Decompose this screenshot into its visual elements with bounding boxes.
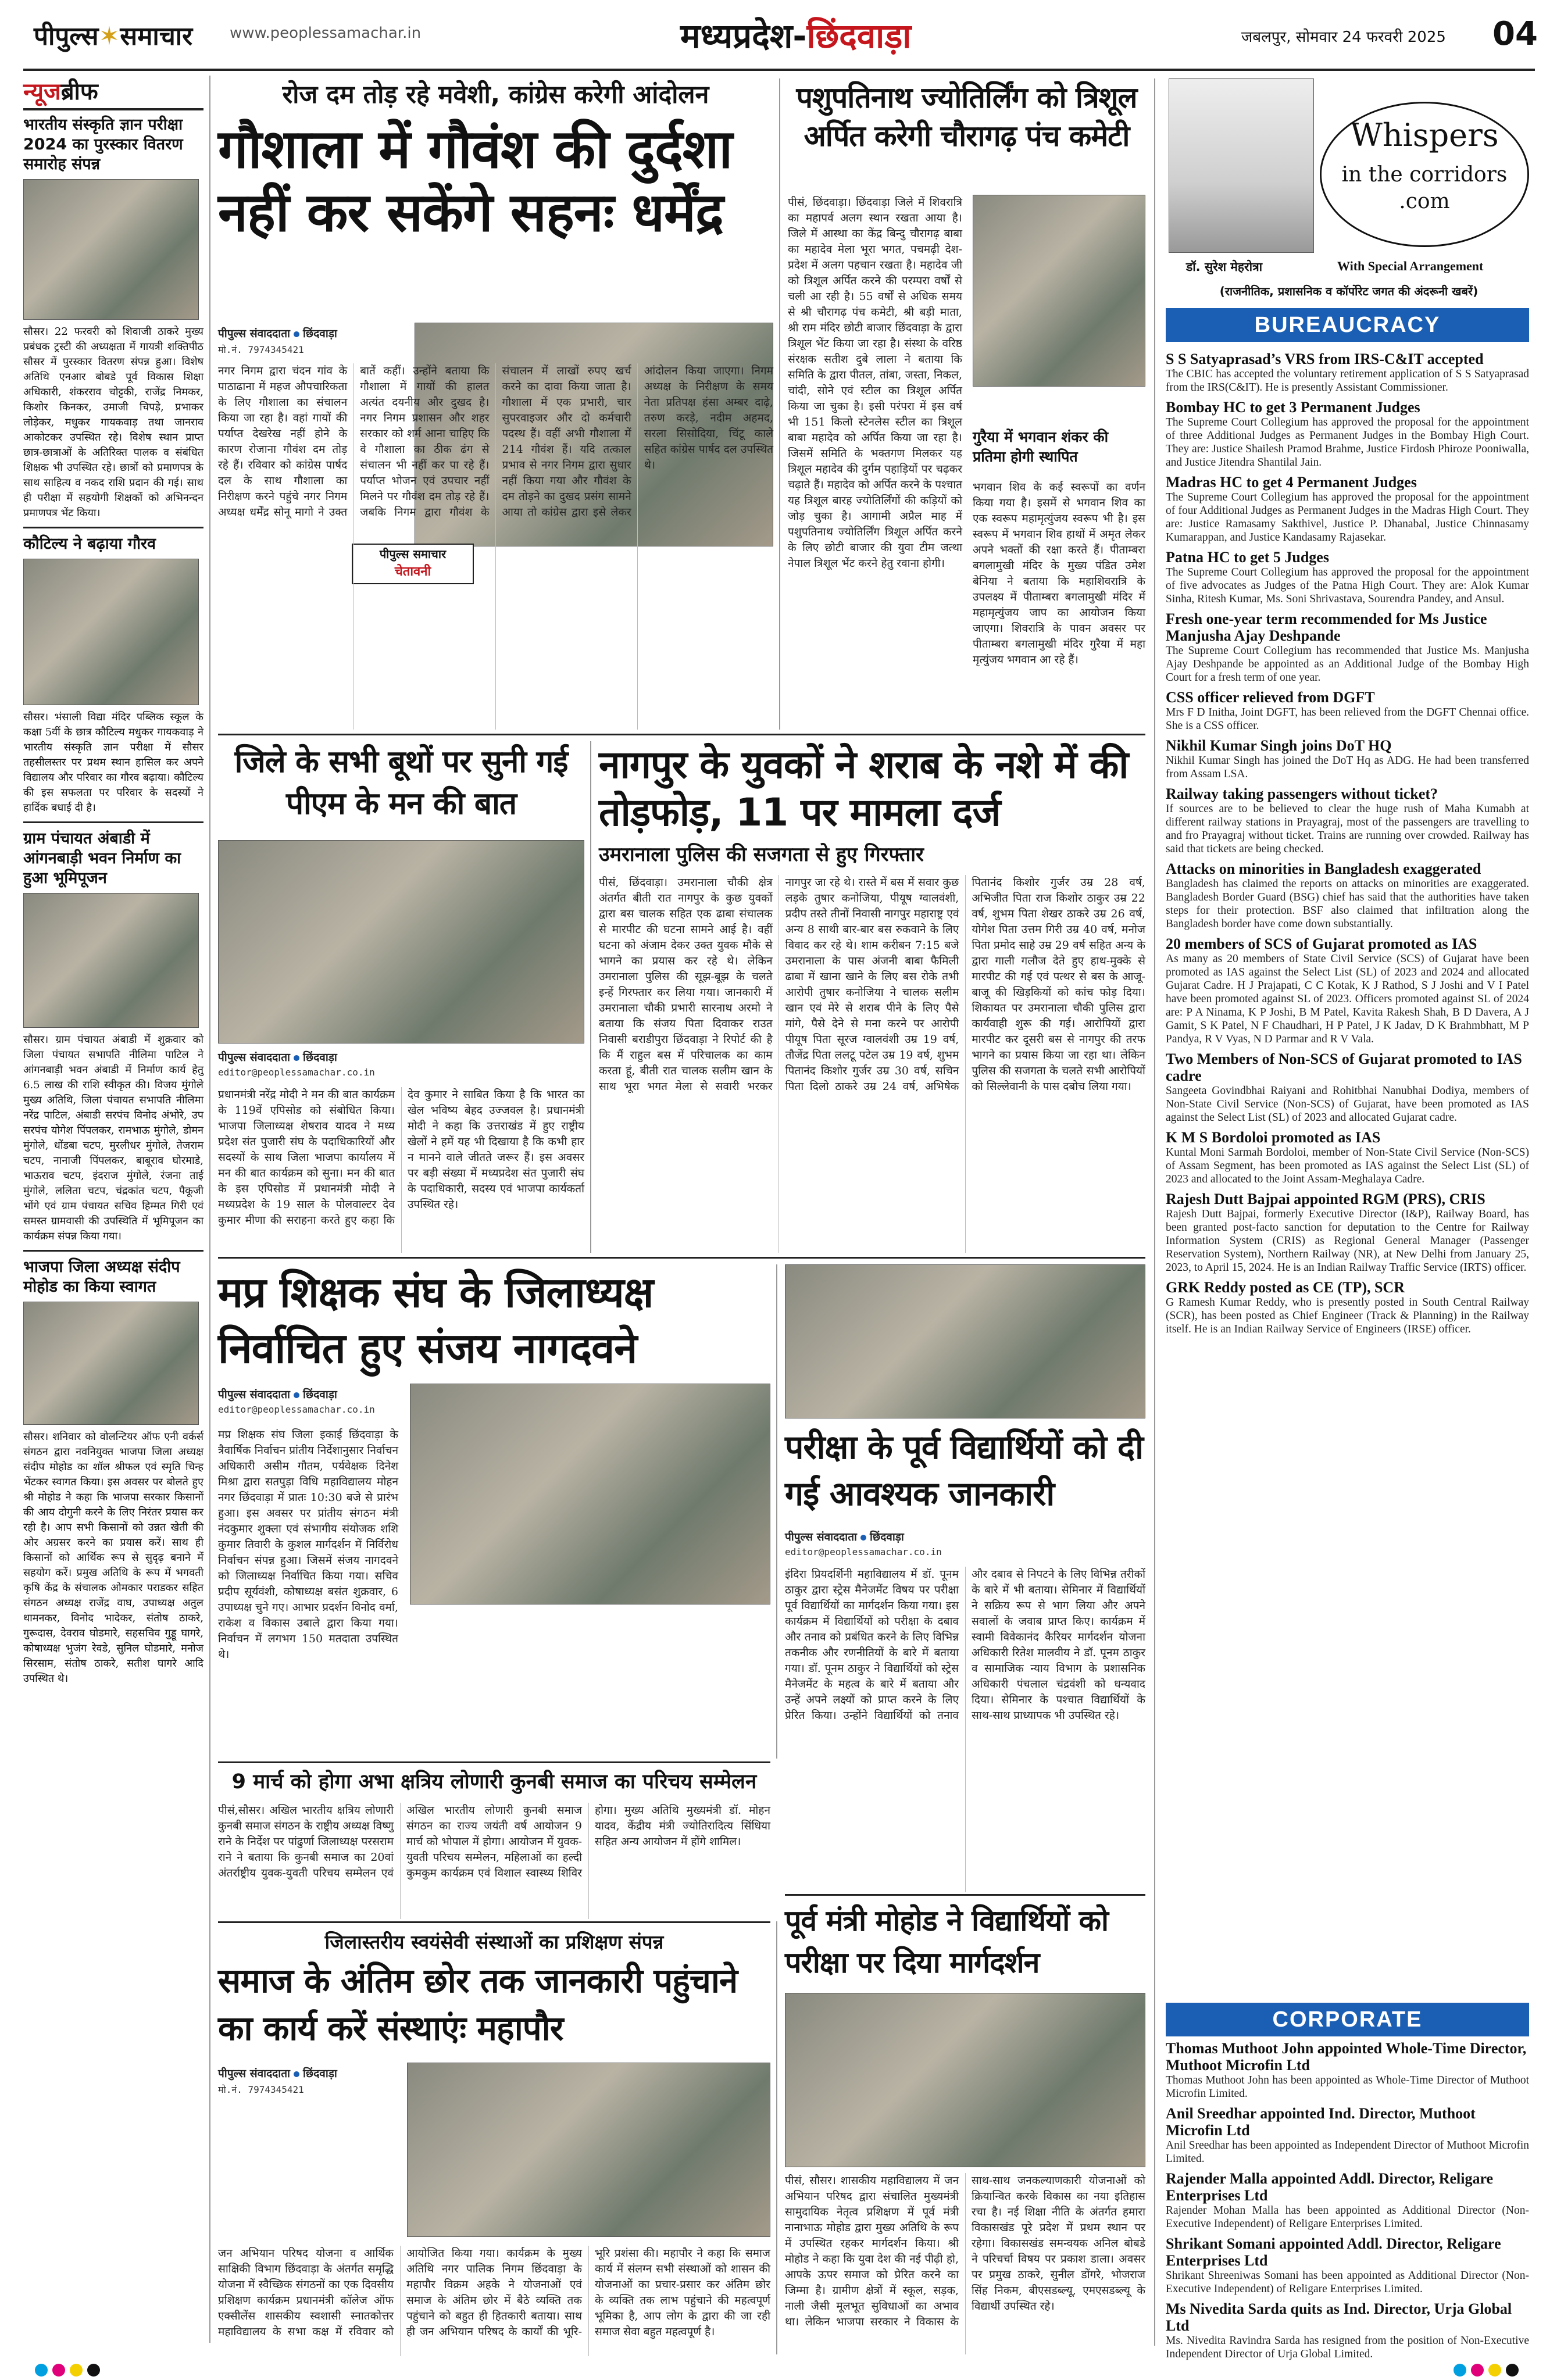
byline-email: editor@peoplessamachar.co.in [785, 1546, 942, 1557]
bureaucracy-item [1166, 860, 1529, 931]
byline [218, 1049, 392, 1064]
website-link[interactable]: www.peoplessamachar.in [230, 24, 422, 42]
cmyk-mark [1506, 2364, 1519, 2377]
story-pariksha [785, 1264, 1145, 1892]
brief-item [23, 829, 203, 1244]
story-body: प्रधानमंत्री नरेंद्र मोदी ने मन की बात कार्यक्रम के 119वें एपिसोड को संबोधित किया। भाजपा जिलाध्यक्ष शेषराव यादव ने मध्य प्रदेश संत पुजारी संघ के पदाधिकारियों और सदस्यों के साथ जिला भाजपा कार्यालय में मन की बात कार्यक्रम को सुना। मन की बात के इस एपिसोड में प्रधानमंत्री मोदी ने मध्यप्रदेश के 19 साल के पोलवाल्टर देव कुमार मीणा की सराहना करते हुए कहा कि देव कुमार ने साबित किया है कि भारत का खेल भविष्य बेहद उज्जवल है। प्रधानमंत्री मोदी ने कहा कि उत्तराखंड में हुए राष्ट्रीय खेलों ने हमें यह भी दिखाया है कि कभी हार न मानने वाले जीतते जरूर हैं। इस अवसर पर बड़ी संख्या में मध्यप्रदेश संत पुजारी संघ के पदाधिकारी, सदस्य एवं भाजपा कार्यकर्ता उपस्थित रहे। [218, 1088, 584, 1227]
corporate-item [1166, 2105, 1529, 2165]
author-portrait [1169, 78, 1314, 253]
bureaucracy-item [1166, 1279, 1529, 1336]
cmyk-mark [35, 2364, 48, 2377]
item-text: The Supreme Court Collegium has approved the proposal for the appointment of five advocates as Judges of the Patna High Court. They are: Alok Kumar Sinha, Ritesh Kumar, Ms. Soni Shrivastava, Sourendra Pandey, and Ansul. [1166, 566, 1529, 605]
byline-dot [294, 1055, 299, 1061]
byline-city: छिंदवाड़ा [302, 2067, 337, 2080]
bureaucracy-item [1166, 1191, 1529, 1274]
brief-item [23, 534, 203, 816]
story-photo [785, 1993, 1145, 2167]
item-text: The Supreme Court Collegium has approved the proposal for the appointment of three Additional Judges as Permanent Judges in the Bombay High Court. They are: Justice Shailesh Pramod Brahme, Justice Firdosh Phiroze Pooniwalla, and Justice Jitendra Shantilal Jain. [1166, 416, 1529, 469]
whispers-line2: in the corridors [1341, 163, 1508, 187]
bureaucracy-item [1166, 1129, 1529, 1186]
story-kicker: उमरानाला पुलिस की सजगता से हुए गिरफ्तार [599, 843, 924, 866]
masthead-rule [23, 69, 1535, 71]
logo-right: समाचार [120, 22, 193, 51]
item-title: S S Satyaprasad’s VRS from IRS-C&IT accepted [1166, 351, 1484, 367]
item-title: Two Members of Non-SCS of Gujarat promoted to IAS cadre [1166, 1050, 1522, 1084]
logo-star-icon: ✶ [98, 22, 120, 51]
brief-text: सौसर। ग्राम पंचायत अंबाडी में शुक्रवार को जिला पंचायत सभापति नीलिमा पाटिल ने आंगनबाड़ी भवन अंबाडी में निर्माण कार्य हेतु 6.5 लाख की राशि स्वीकृत की। विजय मुंगोले मुख्य अतिथि, जिला पंचायत सभापति नीलिमा नरेंद्र पाटिल, अंबाडी सरपंच विनोद अंभोरे, उप सरपंच योगेश पिंपलकर, रामभाऊ मुंगोले, डोमन मुंगोले, धोंडबा चटप, मुरलीधर मुंगोले, तेजराम चटप, नानाजी पिंपलकर, बाबूराव घोरमाडे, भाऊराव चटप, इंदराज मुंगोले, रंजना ताई मुंगोले, ललिता चटप, चंद्रकांत चटप, पैकूजी भोंगे एवं ग्राम पंचायत सचिव हिम्मत गिरी एवं समस्त ग्रामवासी की उपस्थिति में भूमिपूजन का कार्यक्रम संपन्न किया गया। [23, 1034, 203, 1242]
byline-mobile: मो.नं. 7974345421 [218, 2084, 304, 2095]
item-title: GRK Reddy posted as CE (TP), SCR [1166, 1279, 1405, 1296]
item-text: G Ramesh Kumar Reddy, who is presently posted in South Central Railway (SCR), has been posted as Chief Engineer (Track & Planning) in the Railway itself. He is an Indian Railway Service of Engineers (IRSE) officer. [1166, 1296, 1529, 1335]
dateline: जबलपुर, सोमवार 24 फरवरी 2025 [1241, 28, 1446, 46]
whispers-logo [1320, 102, 1529, 247]
story-subhead: गुरैया में भगवान शंकर की प्रतिमा होगी स्थापित [973, 428, 1109, 465]
story-gaushala [218, 78, 773, 730]
bureaucracy-item [1166, 399, 1529, 469]
news-brief-label [23, 76, 203, 110]
bureaucracy-item [1166, 1050, 1529, 1124]
brief-title: कौटिल्य ने बढ़ाया गौरव [23, 535, 156, 553]
story-body: पीसं, सौसर। शासकीय महाविद्यालय में जन अभियान परिषद द्वारा संचालित मुख्यमंत्री सामुदायिक नेतृत्व प्रशिक्षण में पूर्व मंत्री नानाभाऊ मोहोड द्वारा मुख्य अतिथि के रूप में उपस्थित रहकर मार्गदर्शन किया। श्री मोहोड ने कहा कि युवा देश की नई पीढ़ी हो, आपके ऊपर समाज को प्रेरित करने का जिम्मा है। ग्रामीण क्षेत्रों में स्कूल, सड़क, नाली जैसी मूलभूत सुविधाओं का अभाव था। लेकिन भाजपा सरकार ने विकास के साथ-साथ जनकल्याणकारी योजनाओं को क्रियान्वित करके विकास का नया इतिहास रचा है। नई शिक्षा नीति के अंतर्गत हमारा विकासखंड पूरे प्रदेश में प्रथम स्थान पर रहेगा। विकासखंड समन्वयक अनिल बोबडे ने परिचर्चा विषय पर प्रकाश डाला। अवसर पर प्रमुख ठाकरे, सुनील डोंगरे, भोजराज सिंह निकम, बीएसडब्ल्यू, एमएसडब्ल्यू के विद्यार्थी उपस्थित रहे। [785, 2174, 1145, 2328]
brief-photo [23, 893, 199, 1028]
byline-reporter: पीपुल्स संवाददाता [218, 1388, 290, 1401]
item-text: If sources are to be believed to clear the huge rush of Maha Kumabh at different railway stations in Prayagraj, most of the passengers are travelling to and fro Prayagraj without ticket. Trains are running over crowded. Railway has said that tickets are being checked. [1166, 803, 1529, 855]
brief-text: सौसर। शनिवार को वोलन्टियर ऑफ एनी वर्कर्स संगठन द्वारा नवनियुक्त भाजपा जिला अध्यक्ष संदीप मोहोड का शॉल श्रीफल एवं स्मृति चिन्ह भेंटकर स्वागत किया। इस अवसर पर बोलते हुए श्री मोहोड ने कहा कि भाजपा सरकार किसानों की आय दोगुनी करने के लिए निरंतर प्रयास कर रही है। आप सभी किसानों को उन्नत खेती की ओर अग्रसर करने का प्रयास करें। साथ ही किसानों को आर्थिक रूप से सुदृढ़ बनाने में सहयोग करें। प्रमुख अतिथि के रूप में भगवती कृषि केंद्र के संचालक ओमकार पराडकर सहित संगठन अध्यक्ष राजेंद्र वाघ, उपाध्यक्ष अतुल धामनकर, विनोद भादेकर, संतोष ठाकरे, गुरूदास, देवराव घोडमारे, सहसचिव गुड्डू घागरे, कोषाध्यक्ष भुजंग रेवडे, सुनिल घोडमारे, मनोज सिरसाम, संतोष ठाकरे, सतीश घागरे आदि उपस्थित थे। [23, 1431, 203, 1685]
item-text: Ms. Nivedita Ravindra Sarda has resigned from the position of Non-Executive Independent Director of Urja Global Limited. [1166, 2335, 1529, 2360]
story-photo [973, 195, 1145, 387]
story-nagpur [599, 741, 1145, 1253]
brief-text: सौसर। 22 फरवरी को शिवाजी ठाकरे मुख्य प्रबंधक ट्रस्टी की अध्यक्षता में गायत्री शक्तिपीठ सौसर में पुरस्कार वितरण संपन्न हुआ। विशेष अतिथि एनआर बोबडे पूर्व विकास शिक्षा अधिकारी, शंकरराव चोट्टकी, राजेंद्र निमकर, किशोर किनकर, उमाजी चिपड़े, प्रभाकर लोड़ेकर, मधुकर गायकवाड़ तथा जानराव आकोटकर उपस्थित रहे। विशेष स्थान प्राप्त छात्र-छात्राओं के अतिरिक्त पालक व संबंधित शिक्षक भी उपस्थित रहे। छात्रों को प्रमाणपत्र के साथ साहित्य व नकद राशि प्रदान की गई। साथ ही परीक्षा में सहयोगी शिक्षकों को अभिनन्दन प्रमाणपत्र भेंट किया। [23, 326, 203, 519]
item-title: Thomas Muthoot John appointed Whole-Time Director, Muthoot Microfin Ltd [1166, 2040, 1527, 2074]
story-mannkibaat [218, 741, 584, 1253]
story-headline: परीक्षा के पूर्व विद्यार्थियों को दी गई आवश्यक जानकारी [785, 1428, 1143, 1513]
corporate-list [1166, 2038, 1529, 2360]
brief-photo [23, 1302, 199, 1425]
cmyk-mark [1488, 2364, 1501, 2377]
story-headline: नागपुर के युवकों ने शराब के नशे में की तोड़फोड़, 11 पर मामला दर्ज [599, 742, 1129, 835]
item-title: Rajesh Dutt Bajpai appointed RGM (PRS), CRIS [1166, 1191, 1485, 1207]
badge-brand: पीपुल्स समाचार [379, 547, 447, 561]
brief-item [23, 1257, 203, 1686]
story-body: पीसं,सौसर। अखिल भारतीय क्षत्रिय लोणारी कुनबी समाज संगठन के राष्ट्रीय अध्यक्ष विष्णु राने के निर्देश पर पांढुर्णा जिलाध्यक्ष परसराम राने ने बताया कि कुनबी समाज का 20वां अंतर्राष्ट्रीय युवक-युवती परिचय सम्मेलन एवं अखिल भारतीय लोणारी कुनबी समाज संगठन का राज्य जयंती वर्ष आयोजन 9 मार्च को भोपाल में होगा। आयोजन में युवक-युवती परिचय सम्मेलन, महिलाओं का हल्दी कुमकुम कार्यक्रम एवं विशाल स्वास्थ्य शिविर होगा। मुख्य अतिथि मुख्यमंत्री डॉ. मोहन यादव, केंद्रीय मंत्री ज्योतिरादित्य सिंधिया सहित अन्य आयोजन में होंगे शामिल। [218, 1804, 770, 1879]
column-rule [776, 1921, 777, 2354]
item-title: Attacks on minorities in Bangladesh exaggerated [1166, 860, 1481, 877]
corporate-band: CORPORATE [1166, 2003, 1529, 2036]
item-text: The CBIC has accepted the voluntary retirement application of S S Satyaprasad from the IRS(C&IT). He is presently Assistant Commissioner. [1166, 368, 1529, 394]
brief-photo [23, 179, 199, 320]
story-kunbi [218, 1761, 770, 1918]
story-mohod [785, 1900, 1145, 2354]
item-text: Sangeeta Govindbhai Raiyani and Rohitbhai Nanubhai Dodiya, members of Non-State Civil Service (Non-SCS) of Gujarat, have been promoted as IAS against the Select List (SL) of 2023 and allocated Gujarat cadre. [1166, 1085, 1529, 1124]
brief-title: भाजपा जिला अध्यक्ष संदीप मोहोड का किया स्वागत [23, 1258, 180, 1296]
item-title: K M S Bordoloi promoted as IAS [1166, 1129, 1381, 1146]
story-body: इंदिरा प्रियदर्शिनी महाविद्यालय में डॉ. पूनम ठाकुर द्वारा स्ट्रेस मैनेजमेंट विषय पर परीक्षा पूर्व विद्यार्थियों का मार्गदर्शन किया गया। इस कार्यक्रम में विद्यार्थियों को परीक्षा के दबाव और तनाव को प्रबंधित करने के लिए विभिन्न तकनीक और रणनीतियों के बारे में बताया गया। डॉ. पूनम ठाकुर ने विद्यार्थियों को स्ट्रेस मैनेजमेंट के महत्व के बारे में बताया और उन्हें अपने लक्ष्यों को प्राप्त करने के लिए प्रेरित किया। उन्होंने विद्यार्थियों को तनाव और दबाव से निपटने के लिए विभिन्न तरीकों के बारे में भी बताया। सेमिनार में विद्यार्थियों ने सक्रिय रूप से भाग लिया और अपने सवालों के जवाब प्राप्त किए। कार्यक्रम में स्वामी विवेकानंद कैरियर मार्गदर्शन योजना अधिकारी रितेश मालवीय ने डॉ. पूनम ठाकुर व सामाजिक न्याय विभाग के प्रशासनिक अधिकारी पंचलाल चंद्रवंशी को धन्यवाद दिया। सेमिनार के पश्चात विद्यार्थियों के साथ-साथ प्राध्यापक भी उपस्थित रहे। [785, 1568, 1145, 1722]
section-rule [218, 1257, 1145, 1259]
corporate-item [1166, 2040, 1529, 2100]
corporate-item [1166, 2170, 1529, 2231]
bureaucracy-band: BUREAUCRACY [1166, 308, 1529, 342]
story-headline: मप्र शिक्षक संघ के जिलाध्यक्ष निर्वाचित हुए संजय नागदवने [218, 1268, 653, 1373]
badge-label: चेतावनी [394, 564, 431, 579]
story-photo [407, 2063, 770, 2237]
story-kicker: जिलास्तरीय स्वयंसेवी संस्थाओं का प्रशिक्षण संपन्न [324, 1931, 664, 1953]
item-title: Bombay HC to get 3 Permanent Judges [1166, 399, 1420, 416]
brief-divider [23, 527, 203, 528]
item-text: The Supreme Court Collegium has approved the proposal for the appointment of four Additional Judges as Permanent Judges in the Madras High Court. They are: Justice Ramasamy Sakthivel, Justice P. Dhanabal, Justice Chinnasamy Kumarappan, and Justice Kandasamy Rajasekar. [1166, 491, 1529, 544]
story-kunbi-headline-wrap [218, 1625, 770, 1764]
column-rule [209, 76, 210, 2343]
whispers-line3: .com [1399, 190, 1450, 213]
story-subtext: भगवान शिव के कई स्वरूपों का वर्णन किया गया है। इसमें से भगवान शिव का एक स्वरूप महामृत्युंजय स्वरूप भी है। इस स्वरूप में भगवान शिव हाथों में अमृत लेकर अपने भक्तों की रक्षा करते हैं। पीताम्बरा बगलामुखी मंदिर के मुख्य पंडित उमेश बेनिया ने बताया कि महाशिवरात्रि के उपलक्ष्य में पीताम्बरा बगलामुखी मंदिर में महामृत्युंजय जाप का आयोजन किया जाएगा। शिवरात्रि के पावन अवसर पर पीताम्बरा बगलामुखी मंदिर गुरैया में महा मृत्युंजय भगवान आ रहे हैं। [973, 481, 1145, 666]
column-rule [779, 78, 780, 730]
story-photo [785, 1264, 1145, 1418]
item-text: Thomas Muthoot John has been appointed as Whole-Time Director of Muthoot Microfin Limited. [1166, 2074, 1529, 2100]
bureaucracy-item [1166, 549, 1529, 606]
cmyk-mark [70, 2364, 83, 2377]
story-headline: 9 मार्च को होगा अभा क्षत्रिय लोणारी कुनबी समाज का परिचय सम्मेलन [231, 1770, 757, 1793]
whispers-header [1163, 78, 1535, 311]
section-city: छिंदवाड़ा [806, 16, 912, 56]
story-byline-block [785, 1529, 1145, 1564]
item-title: 20 members of SCS of Gujarat promoted as IAS [1166, 935, 1477, 952]
byline-dot [294, 2071, 299, 2077]
print-registration-marks [0, 2360, 1557, 2380]
story-pashupatinath [788, 78, 1145, 730]
column-rule [590, 741, 591, 1253]
byline-city: छिंदवाड़ा [302, 1051, 337, 1064]
item-text: Bangladesh has claimed the reports on attacks on minorities are exaggerated. Bangladesh Border Guard (BSG) chief has said that the authorities have taken steps for their protection. BSF also claimed that infiltration along the Bangladesh border have come down substantially. [1166, 878, 1529, 930]
item-title: Railway taking passengers without ticket? [1166, 785, 1438, 802]
story-byline-block [218, 326, 410, 360]
bureaucracy-item [1166, 474, 1529, 544]
news-brief-label-a: न्यूज [23, 78, 61, 105]
brief-item [23, 115, 203, 521]
bureaucracy-item [1166, 610, 1529, 684]
cmyk-mark [1454, 2364, 1466, 2377]
story-photo [218, 840, 584, 1044]
brief-photo [23, 559, 199, 705]
brief-divider [23, 821, 203, 823]
item-title: CSS officer relieved from DGFT [1166, 689, 1375, 706]
item-title: Fresh one-year term recommended for Ms Justice Manjusha Ajay Deshpande [1166, 610, 1487, 644]
story-byline-block [218, 1386, 404, 1421]
author-name: डॉ. सुरेश मेहरोत्रा [1186, 260, 1263, 274]
byline-email: editor@peoplessamachar.co.in [218, 1067, 375, 1078]
item-title: Anil Sreedhar appointed Ind. Director, Muthoot Microfin Ltd [1166, 2105, 1476, 2139]
item-text: The Supreme Court Collegium has recommended that Justice Ms. Manjusha Ajay Deshpande be appointed as an Additional Judge of the Bombay High Court for a fresh term of one year. [1166, 645, 1529, 684]
byline-city: छिंदवाड़ा [869, 1531, 904, 1543]
item-text: Anil Sreedhar has been appointed as Independent Director of Muthoot Microfin Limited. [1166, 2139, 1529, 2165]
item-text: Rajesh Dutt Bajpai, formerly Executive Director (I&P), Railway Board, has been granted post-facto sanction for deputation to the Centre for Railway Information System (CRIS) as Regional General Manager (Passenger Reservation System), Northern Railway (NR), at New Delhi from January 25, 2023, to April 15, 2024. He is an Indian Railway Traffic Service (IRTS) officer. [1166, 1208, 1529, 1274]
byline-dot [294, 1392, 299, 1398]
section-rule [785, 1894, 1145, 1896]
story-shikshak [218, 1264, 770, 1764]
byline [218, 1386, 404, 1402]
whispers-line1: Whispers [1350, 117, 1499, 153]
bureaucracy-list [1166, 346, 1529, 2000]
page-number: 04 [1473, 0, 1557, 69]
story-photo [410, 1384, 770, 1604]
corporate-item [1166, 2300, 1529, 2361]
corporate-item [1166, 2235, 1529, 2296]
news-brief-column [23, 76, 203, 2343]
whispers-tagline: (राजनीतिक, प्रशासनिक व कॉर्पोरेट जगत की अंदरूनी खबरें) [1219, 284, 1479, 298]
column-rule [776, 1264, 777, 1759]
brief-text: सौसर। भंसाली विद्या मंदिर पब्लिक स्कूल के कक्षा 5वीं के छात्र कौटिल्य मधुकर गायकवाड़ ने भारतीय संस्कृति ज्ञान परीक्षा में सौसर तहसीलस्तर पर प्रथम स्थान हासिल कर अपने विद्यालय और परिवार का गौरव बढ़ाया। कौटिल्य की इस सफलता पर परिवार के सदस्यों ने हार्दिक बधाई दी है। [23, 711, 203, 814]
byline-city: छिंदवाड़ा [302, 1388, 337, 1401]
bureaucracy-item [1166, 689, 1529, 732]
brief-divider [23, 1250, 203, 1252]
item-text: Rajender Mohan Malla has been appointed as Additional Director (Non-Executive Independent) of Religare Enterprises Limited. [1166, 2204, 1529, 2230]
byline [785, 1529, 1145, 1544]
story-body: मप्र शिक्षक संघ जिला इकाई छिंदवाड़ा के त्रैवार्षिक निर्वाचन प्रांतीय निर्देशानुसार निर्वाचन अधिकारी असीम गौतम, पर्यवेक्षक दिनेश मिश्रा द्वारा सतपुड़ा विधि महाविद्यालय मोहन नगर छिंदवाड़ा में प्रातः 10:30 बजे से प्रारंभ हुआ। इस अवसर पर प्रांतीय संगठन मंत्री नंदकुमार शुक्ला एवं संभागीय संयोजक शशि कुमार तिवारी के कुशल मार्गदर्शन में निर्विरोध निर्वाचन संपन्न हुआ। जिसमें संजय नागदवने को जिलाध्यक्ष निर्वाचित किया गया। सचिव प्रदीप सूर्यवंशी, कोषाध्यक्ष बसंत शुक्रवार, 6 उपाध्यक्ष चुने गए। आभार प्रदर्शन विनोद वर्मा, राकेश व विकास उबाले द्वारा किया गया। निर्वाचन में लगभग 150 मतदाता उपस्थित थे। [218, 1428, 398, 1661]
story-headline: गौशाला में गौवंश की दुर्दशा नहीं कर सकेंगे सहनः धर्मेंद्र [218, 118, 733, 244]
story-body: पीसं, छिंदवाड़ा। उमरानाला चौकी क्षेत्र अंतर्गत बीती रात नागपुर के कुछ युवकों द्वारा बस चालक सहित एक ढाबा संचालक से मारपीट की घटना सामने आई है। वहीं घटना को अंजाम देकर उक्त युवक मौके से भागने का प्रयास कर रहे थे। लेकिन उमरानाला पुलिस की सूझ-बूझ के चलते इन्हें गिरफ्तार कर लिया गया। जानकारी में उमरानाला चौकी प्रभारी सारनाथ अरमो ने बताया कि संजय पिता दिवाकर राउत निवासी बराडीपुरा छिंदवाड़ा ने रिपोर्ट की है कि मैं राहुल बस में परिचालक का काम करता हूं, बीती रात चालक सलीम खान के साथ भूरा भगत मेला से सवारी भरकर नागपुर जा रहे थे। रास्ते में बस में सवार कुछ लड़के तुषार कनोजिया, पीयूष ग्वालवंशी, प्रदीप तस्ते तीनों निवासी नागपुर महाराष्ट्र एवं अन्य 8 साथी बार-बार बस रुकवाने के लिए विवाद कर रहे थे। शाम करीबन 7:15 बजे उमरानाला के पास अंजनी बाबा फैमिली ढाबा में खाना खाने के लिए बस रोके तभी आरोपी तुषार कनोजिया ने चालक सलीम खान एवं मेरे से शराब पीने के लिए पैसे मांगे, पैसे देने से मना करने पर आरोपी पीयूष पिता सूरज ग्वालवंशी उम्र 19 वर्ष, तौजेंद्र पिता ललटू पटेल उम्र 19 वर्ष, शुभम पितानंद किशोर गुर्जर उम्र 30 वर्ष, सचिन पिता दिलाे ठाकरे उम्र 24 वर्ष, अभिषेक पितानंद किशोर गुर्जर उम्र 28 वर्ष, अभिजीत पिता राज किशोर ठाकुर उम्र 22 वर्ष, शुभम पिता शेखर ठाकरे उम्र 26 वर्ष, योगेश पिता उत्तम गिरी उम्र 40 वर्ष, मनोज पिता प्रमोद साहे उम्र 29 वर्ष सहित अन्य के द्वारा गाली गलौज देते हुए हाथ-मुक्के से मारपीट की गई एवं पत्थर से बस के आजू-बाजू की खिड़कियों को कांच फोड़ दिया। शिकायत पर उमरानाला चौकी पुलिस द्वारा कार्यवाही शुरू की गई। आरोपियों द्वारा मारपीट कर दूसरी बस से नागपुर की तरफ भागने का प्रयास किया जा रहा था। लेकिन पुलिस की सजगता के चलते सभी आरोपियों को सिल्लेवानी के पास दबोच लिया गया। [599, 876, 1145, 1093]
item-text: Nikhil Kumar Singh has joined the DoT Hq as ADG. He had been transferred from Assam LSA. [1166, 755, 1529, 780]
story-body: नगर निगम द्वारा चंदन गांव के पाठाढाना में महज औपचारिकता के लिए गौशाला का संचालन किया जा रहा है। वहां गायों की पर्याप्त देखरेख नहीं होने के कारण रोजाना गौवंश दम तोड़ रहे हैं। रविवार को कांग्रेस पार्षद दल के साथ गौशाला का निरीक्षण करने पहुंचे नगर निगम अध्यक्ष धर्मेंद्र सोनू मागो ने उक्त बातें कहीं। उन्होंने बताया कि गौशाला में गायों की हालत अत्यंत दयनीय और दुखद है। नगर निगम प्रशासन और शहर सरकार को शर्म आना चाहिए कि वे गौशाला का ठीक ढंग से संचालन भी नहीं कर पा रहे हैं। पर्याप्त भोजन एवं उपचार नहीं मिलने पर गौवंश दम तोड़ रहे हैं। जबकि निगम द्वारा गौवंश के संचालन में लाखों रुपए खर्च करने का दावा किया जाता है। गौशाला में एक प्रभारी, चार सुपरवाइजर और दो कर्मचारी पदस्थ हैं। वहीं अभी गौशाला में 214 गौवंश हैं। यदि तत्काल प्रभाव से नगर निगम द्वारा सुधार नहीं किया गया और गौवंश के दम तोड़ने का दुखद प्रसंग सामने आया तो कांग्रेस द्वारा इसे लेकर आंदोलन किया जाएगा। निगम अध्यक्ष के निरीक्षण के समय नेता प्रतिपक्ष हंसा अम्बर दाढ़े, तरुण करड़े, नदीम अहमद, सरला सिसोदिया, चिंटू काले सहित कांग्रेस पार्षद दल उपस्थित थे। [218, 364, 773, 519]
cmyk-mark [87, 2364, 100, 2377]
column-rule [1154, 78, 1155, 2346]
section-rule [218, 734, 1145, 735]
byline [218, 2065, 404, 2081]
item-text: Shrikant Shreeniwas Somani has been appointed as Additional Director (Non-Executive Independent) of Religare Enterprises Limited. [1166, 2270, 1529, 2295]
cmyk-mark [52, 2364, 65, 2377]
byline-dot [860, 1535, 866, 1541]
story-headline: पशुपतिनाथ ज्योतिर्लिंग को त्रिशूल अर्पित करेगी चौरागढ़ पंच कमेटी [796, 81, 1137, 153]
arrangement: With Special Arrangement [1337, 259, 1484, 273]
bureaucracy-item [1166, 737, 1529, 781]
masthead [0, 0, 1557, 69]
item-title: Ms Nivedita Sarda quits as Ind. Director, Urja Global Ltd [1166, 2300, 1512, 2334]
bureaucracy-item [1166, 785, 1529, 856]
byline-city: छिंदवाड़ा [302, 327, 337, 340]
brief-title: भारतीय संस्कृति ज्ञान परीक्षा 2024 का पुरस्कार वितरण समारोह संपन्न [23, 116, 183, 173]
byline [218, 326, 410, 341]
story-kicker: रोज दम तोड़ रहे मवेशी, कांग्रेस करेगी आंदोलन [282, 80, 709, 109]
brief-title: ग्राम पंचायत अंबाडी में आंगनबाड़ी भवन निर्माण का हुआ भूमिपूजन [23, 830, 181, 887]
story-byline-block [218, 1049, 392, 1084]
story-mahapaur [218, 1921, 770, 2354]
bureaucracy-item [1166, 935, 1529, 1046]
cmyk-mark [1471, 2364, 1484, 2377]
byline-mobile: मो.नं. 7974345421 [218, 344, 304, 355]
byline-reporter: पीपुल्स संवाददाता [218, 327, 290, 340]
item-text: Kuntal Moni Sarmah Bordoloi, member of Non-State Civil Service (Non-SCS) of Assam Segment, has been promoted as IAS against the Select List (SL) of 2023 and allocated to the Joint Assam-Meghalaya Cadre. [1166, 1146, 1529, 1185]
item-title: Shrikant Somani appointed Addl. Director, Religare Enterprises Ltd [1166, 2235, 1501, 2269]
bureaucracy-item [1166, 351, 1529, 394]
story-headline: जिले के सभी बूथों पर सुनी गई पीएम के मन की बात [234, 744, 568, 821]
story-headline: पूर्व मंत्री मोहोड ने विद्यार्थियों को परीक्षा पर दिया मार्गदर्शन [785, 1904, 1108, 1979]
byline-email: editor@peoplessamachar.co.in [218, 1404, 375, 1415]
item-text: As many as 20 members of State Civil Service (SCS) of Gujarat have been promoted as IAS against the Select List (SL) of 2023 and 2024 and allocated Gujarat Cadre. H J Prajapati, C C Kotak, K J Rathod, S J Joshi and V I Patel have been promoted against SL of 2023. Officers promoted against SL of 2024 are: P A Ninama, K P Joshi, B M Patel, Kavita Rakesh Shah, B D Davera, A J Gamit, S K Patel, N F Chaudhari, H P Patel, J K Jadav, D K Brahmbhatt, M P Pandya, R V Vyas, N D Parmar and R V Vala. [1166, 953, 1529, 1045]
byline-reporter: पीपुल्स संवाददाता [785, 1531, 857, 1543]
item-title: Madras HC to get 4 Permanent Judges [1166, 474, 1417, 491]
item-text: Mrs F D Initha, Joint DGFT, has been relieved from the DGFT Chennai office. She is a CSS officer. [1166, 706, 1529, 732]
byline-reporter: पीपुल्स संवाददाता [218, 2067, 290, 2080]
byline-reporter: पीपुल्स संवाददाता [218, 1051, 290, 1064]
item-title: Patna HC to get 5 Judges [1166, 549, 1329, 566]
logo-left: पीपुल्स [34, 22, 99, 51]
story-byline-block [218, 2065, 404, 2100]
item-title: Nikhil Kumar Singh joins DoT HQ [1166, 737, 1392, 754]
byline-dot [294, 331, 299, 337]
section-title [680, 12, 1087, 58]
story-body: जन अभियान परिषद योजना व आर्थिक साक्षिकी विभाग छिंदवाड़ा के अंतर्गत समृद्धि योजना में स्वैच्छिक संगठनों का एक दिवसीय प्रशिक्षण कार्यक्रम प्रधानमंत्री कॉलेज ऑफ एक्सीलेंस शासकीय स्वशासी स्नातकोत्तर महाविद्यालय के सभा कक्ष में रविवार को आयोजित किया गया। कार्यक्रम के मुख्य अतिथि नगर पालिक निगम छिंदवाड़ा के महापौर विक्रम अहके ने योजनाओं एवं समाज के अंतिम छोर में बैठे व्यक्ति तक पहुंचाने को बहुत ही हितकारी बताया। साथ ही जन अभियान परिषद के कार्यों की भूरि-भूरि प्रशंसा की। महापौर ने कहा कि समाज कार्य में संलग्न सभी संस्थाओं को शासन की योजनाओं का प्रचार-प्रसार कर अंतिम छोर के व्यक्ति तक लाभ पहुंचाने की महत्वपूर्ण भूमिका है, आप लोग के द्वारा की जा रही समाज सेवा बहुत महत्वपूर्ण है। [218, 2247, 770, 2338]
news-brief-label-b: ब्रीफ [60, 78, 98, 105]
story-headline: समाज के अंतिम छोर तक जानकारी पहुंचाने का कार्य करें संस्थाएंः महापौर [218, 1961, 738, 2048]
story-body: पीसं, छिंदवाड़ा। छिंदवाड़ा जिले में शिवरात्रि का महापर्व अलग स्थान रखता आया है। जिले में आस्था का केंद्र बिन्दु चौरागढ़ बाबा का महादेव मेला भूरा भगत, पचमढ़ी देश-प्रदेश में अलग पहचान रखता है। महादेव जी को त्रिशूल अर्पित करने की परम्परा वर्षों से चली आ रही है। 55 वर्षों से अधिक समय से श्री चौरागढ़ पंच कमेटी, श्री बड़ी माता, श्री राम मंदिर छोटी बाजार छिंदवाड़ा के द्वारा त्रिशूल भेंट किया जा रहा है। संस्था के वरिष्ठ संरक्षक सतीश दुबे लाला ने बताया कि समिति के द्वारा पीतल, तांबा, जस्ता, निकल, चांदी, सोने एवं स्टील का त्रिशूल अर्पित किया जा चुका है। इसी परंपरा में इस वर्ष भी 151 किलो स्टेनलेस स्टील का त्रिशूल बाबा महादेव को अर्पित किया जा रहा है। जिसमें समिति के भक्तगण मिलकर यह त्रिशूल महादेव की दुर्गम पहाड़ियों पर चढ़कर चढ़ाते हैं। महादेव को अर्पित करने के पश्चात यह त्रिशूल बारह ज्योतिर्लिंगों की कड़ियों को जोड़ चुका है। आगामी अप्रैल माह में पशुपतिनाथ ज्योतिर्लिंग त्रिशूल अर्पित करने के लिए छोटी बाजार की युवा टीम जत्था नेपाल त्रिशूल भेंट करने हेतु रवाना होगी। [788, 196, 962, 570]
item-title: Rajender Malla appointed Addl. Director, Religare Enterprises Ltd [1166, 2170, 1494, 2204]
section-state: मध्यप्रदेश- [680, 16, 807, 56]
